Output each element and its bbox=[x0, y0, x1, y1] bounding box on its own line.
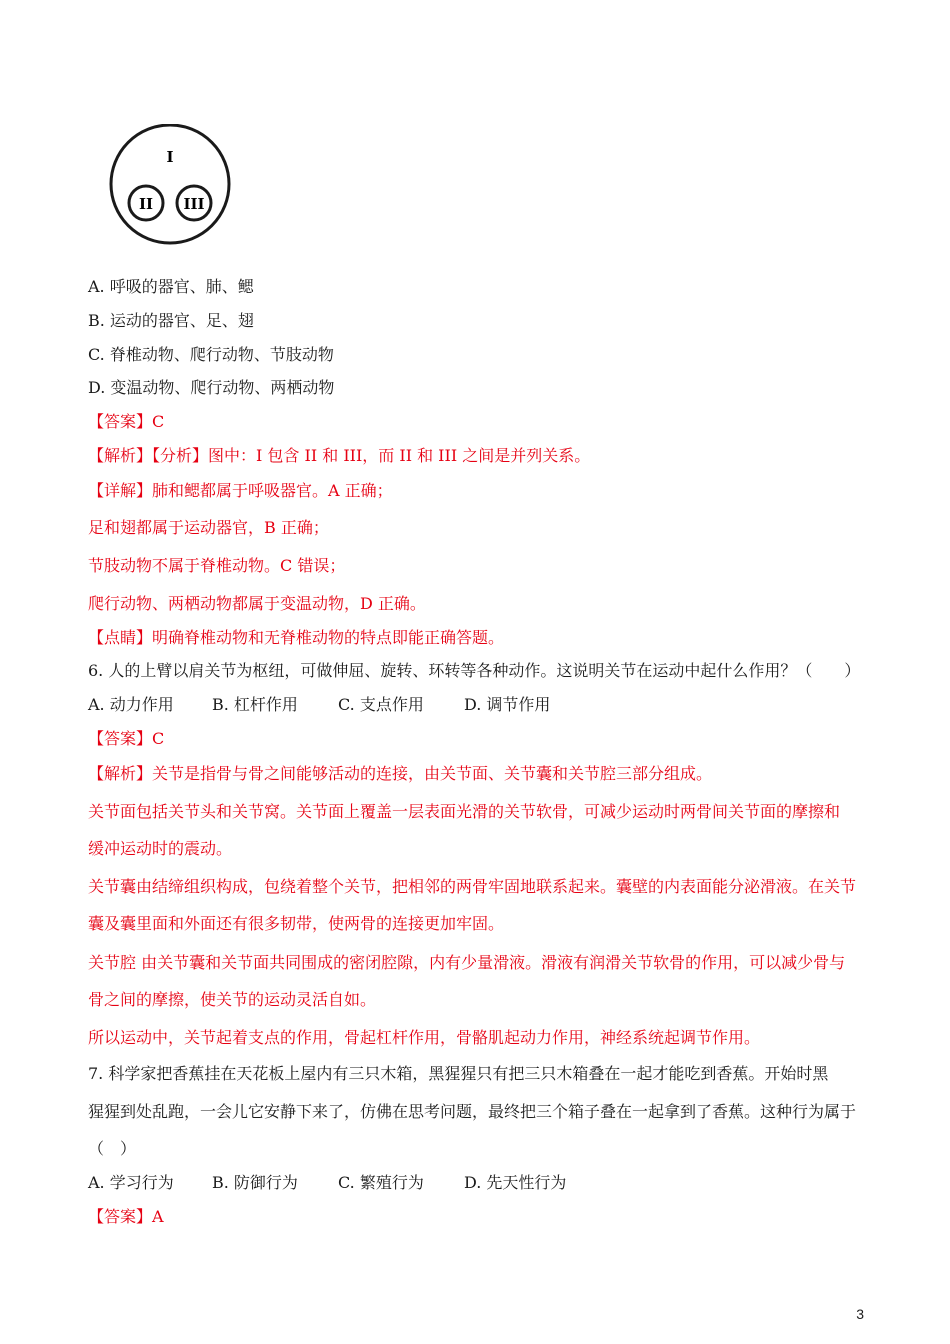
q6-analysis-line-4: 关节囊由结缔组织构成，包绕着整个关节，把相邻的两骨牢固地联系起来。囊壁的内表面能分泌滑液。在关节 bbox=[88, 877, 857, 896]
detail-text: 肺和鳃都属于呼吸器官。A 正确； bbox=[152, 481, 393, 500]
q7-stem-line-1: 7. 科学家把香蕉挂在天花板上屋内有三只木箱，黑猩猩只有把三只木箱叠在一起才能吃到香蕉。开始时黑 bbox=[88, 1064, 829, 1083]
q6-options bbox=[88, 695, 864, 715]
label-outer: I bbox=[166, 148, 174, 166]
q6-analysis-line-6: 关节腔 由关节囊和关节面共同围成的密闭腔隙，内有少量滑液。滑液有润滑关节软骨的作用，可以减少骨与 bbox=[88, 953, 846, 972]
analysis-tag: 【解析】【分析】 bbox=[88, 446, 209, 465]
q5-analysis bbox=[88, 446, 864, 466]
q7-answer bbox=[88, 1207, 864, 1227]
q7-option-a: A. 学习行为 bbox=[88, 1173, 174, 1192]
q7-stem-line-2: 猩猩到处乱跑，一会儿它安静下来了，仿佛在思考问题，最终把三个箱子叠在一起拿到了香蕉。这种行为属于 bbox=[88, 1102, 857, 1121]
q5-detail-line-4: 爬行动物、两栖动物都属于变温动物，D 正确。 bbox=[88, 594, 426, 613]
q6-analysis-line-3: 缓冲运动时的震动。 bbox=[88, 839, 233, 858]
q6-option-d: D. 调节作用 bbox=[464, 695, 551, 714]
answer-tag: 【答案】 bbox=[88, 729, 153, 748]
venn-diagram bbox=[108, 124, 236, 248]
answer-value: C bbox=[152, 412, 165, 431]
q6-analysis-line-5: 囊及囊里面和外面还有很多韧带，使两骨的连接更加牢固。 bbox=[88, 914, 505, 933]
label-right: III bbox=[183, 195, 205, 213]
q6-analysis-line-7: 骨之间的摩擦，使关节的运动灵活自如。 bbox=[88, 990, 377, 1009]
answer-value: C bbox=[152, 729, 165, 748]
q7-option-d: D. 先天性行为 bbox=[464, 1173, 567, 1192]
page-number: 3 bbox=[856, 1306, 864, 1322]
q7-option-c: C. 繁殖行为 bbox=[338, 1173, 424, 1192]
q7-option-b: B. 防御行为 bbox=[212, 1173, 298, 1192]
q7-stem-line-3: （ ） bbox=[88, 1139, 137, 1158]
analysis-text: 图中：I 包含 II 和 III，而 II 和 III 之间是并列关系。 bbox=[208, 446, 591, 465]
label-left: II bbox=[138, 195, 154, 213]
outer-circle bbox=[111, 125, 229, 243]
detail-tag: 【详解】 bbox=[88, 481, 153, 500]
q5-tip bbox=[88, 628, 864, 648]
q5-option-c: C. 脊椎动物、爬行动物、节肢动物 bbox=[88, 345, 334, 364]
q6-option-c: C. 支点作用 bbox=[338, 695, 424, 714]
q6-answer bbox=[88, 729, 864, 749]
answer-value: A bbox=[152, 1207, 164, 1226]
q6-option-b: B. 杠杆作用 bbox=[212, 695, 298, 714]
q6-stem: 6. 人的上臂以肩关节为枢纽，可做伸屈、旋转、环转等各种动作。这说明关节在运动中起什么作用？（ ） bbox=[88, 661, 861, 680]
q5-detail-line-3: 节肢动物不属于脊椎动物。C 错误； bbox=[88, 556, 346, 575]
analysis-tag: 【解析】 bbox=[88, 764, 153, 783]
analysis-text: 关节是指骨与骨之间能够活动的连接，由关节面、关节囊和关节腔三部分组成。 bbox=[152, 764, 713, 783]
answer-tag: 【答案】 bbox=[88, 1207, 153, 1226]
q6-analysis-line-1 bbox=[88, 764, 864, 784]
q5-answer bbox=[88, 412, 864, 432]
q5-option-d: D. 变温动物、爬行动物、两栖动物 bbox=[88, 378, 335, 397]
q6-analysis-line-8: 所以运动中，关节起着支点的作用，骨起杠杆作用，骨骼肌起动力作用，神经系统起调节作用。 bbox=[88, 1028, 761, 1047]
q6-analysis-line-2: 关节面包括关节头和关节窝。关节面上覆盖一层表面光滑的关节软骨，可减少运动时两骨间关节面的摩擦和 bbox=[88, 802, 841, 821]
tip-tag: 【点睛】 bbox=[88, 628, 153, 647]
q7-options bbox=[88, 1173, 864, 1193]
answer-tag: 【答案】 bbox=[88, 412, 153, 431]
q5-option-a: A. 呼吸的器官、肺、鳃 bbox=[88, 277, 254, 296]
q5-detail-line-1 bbox=[88, 481, 864, 501]
q5-option-b: B. 运动的器官、足、翅 bbox=[88, 311, 254, 330]
tip-text: 明确脊椎动物和无脊椎动物的特点即能正确答题。 bbox=[152, 628, 505, 647]
q5-detail-line-2: 足和翅都属于运动器官，B 正确； bbox=[88, 518, 329, 537]
q6-option-a: A. 动力作用 bbox=[88, 695, 174, 714]
